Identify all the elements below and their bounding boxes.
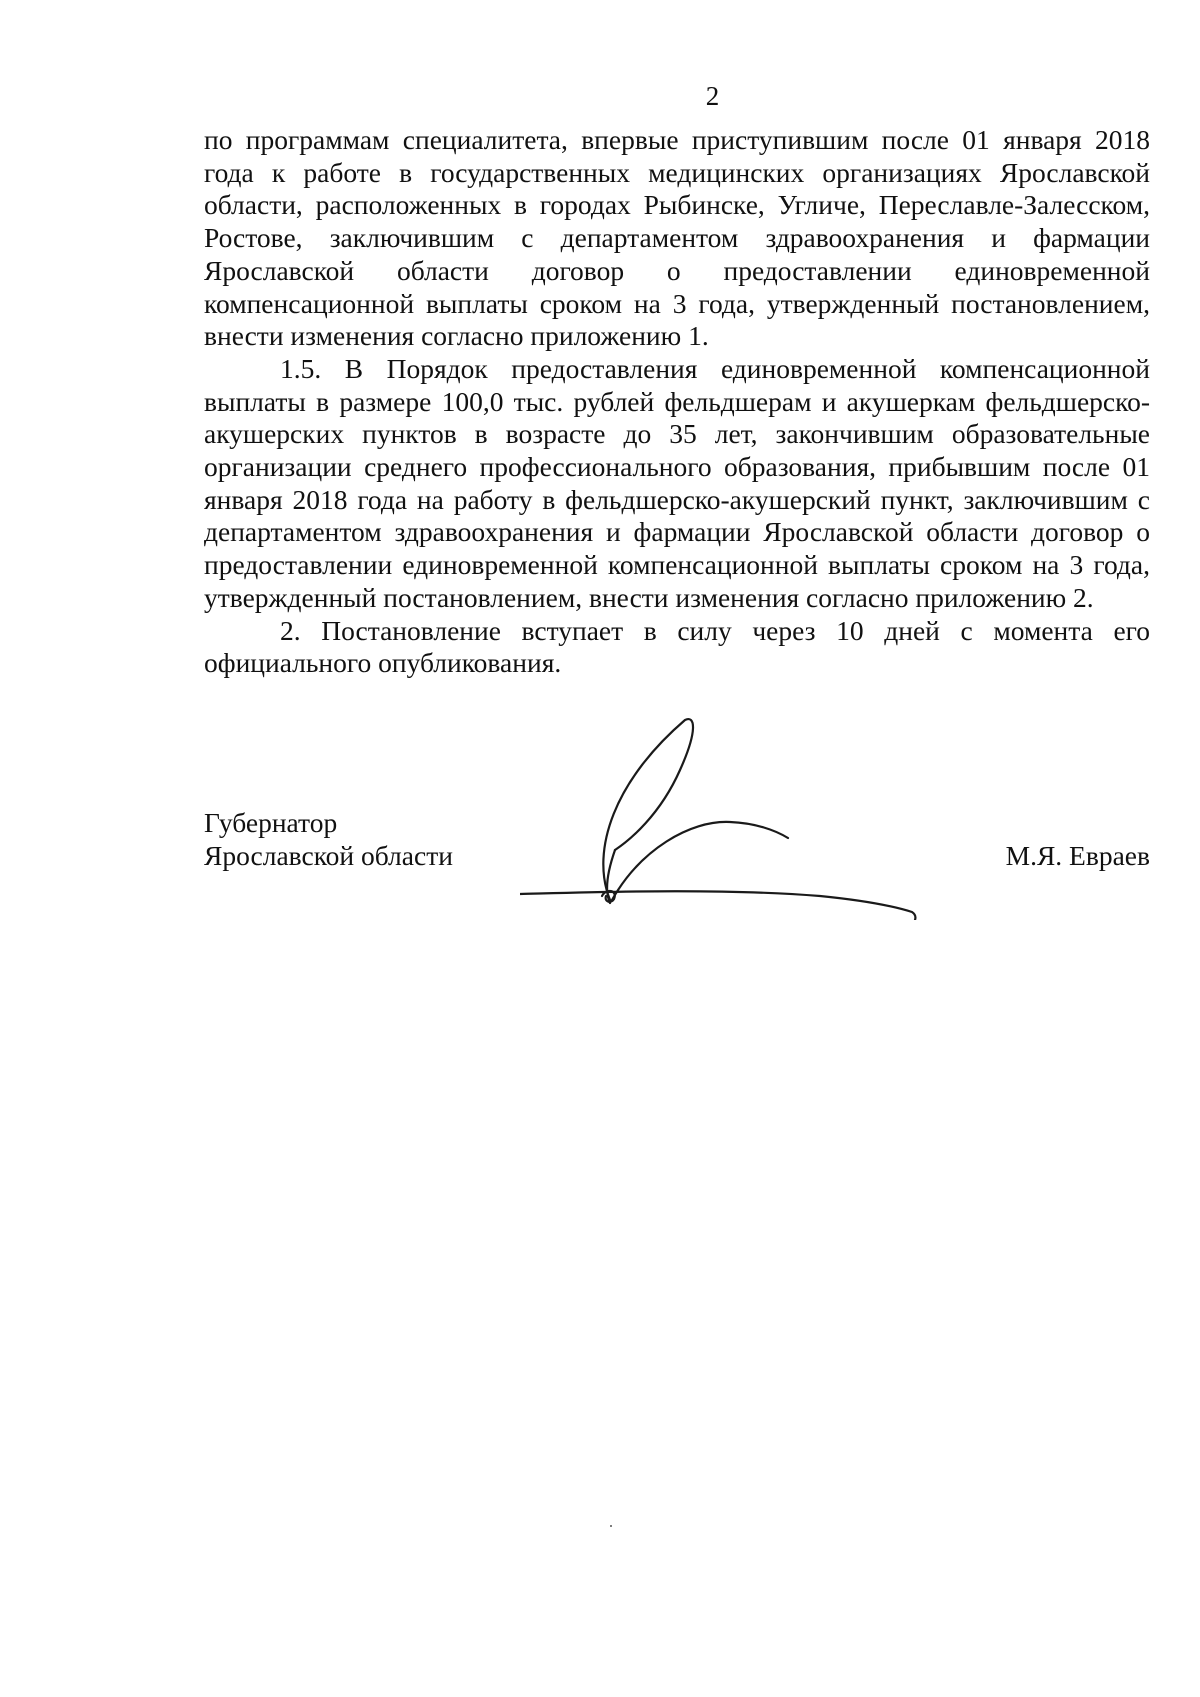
signatory-title-line-1: Губернатор [204,807,338,838]
signatory-title [204,806,453,872]
document-body [204,124,1150,680]
signature-arc-stroke [612,822,788,900]
signatory-title-line-2: Ярославской области [204,840,453,871]
page-number-text: 2 [705,81,720,111]
paragraph-item-2: 2. Постановление вступает в силу через 10 дней с момента его официального опубликования. [204,614,1150,679]
paragraph-continuation: по программам специалитета, впервые приступившим после 01 января 2018 года к работе в государственных медицинских организациях Ярославской области, расположенных в городах Рыбинске, Угличе, Переславле-Залесском, Ростове, заключившим с департаментом здравоохранения и фармации Ярославской области договор о предоставлении единовременной компенсационной выплаты сроком на 3 года, утвержденный постановлением, внести изменения согласно приложению 1. [204,124,1150,352]
signature-loop-stroke [603,719,693,900]
page-number [0,80,1200,112]
scan-artifact-dot [610,1525,612,1527]
signatory-name: М.Я. Евраев [1005,840,1150,871]
signature-baseline-stroke [520,891,915,920]
handwritten-signature [520,700,940,920]
paragraph-item-1-5: 1.5. В Порядок предоставления единовременной компенсационной выплаты в размере 100,0 тыс. рублей фельдшерам и акушеркам фельдшерско-акушерских пунктов в возрасте до 35 лет, закончившим образовательные организации среднего профессионального образования, прибывшим после 01 января 2018 года на работу в фельдшерско-акушерский пункт, заключившим с департаментом здравоохранения и фармации Ярославской области договор о предоставлении единовременной компенсационной выплаты сроком на 3 года, утвержденный постановлением, внести изменения согласно приложению 2. [204,352,1150,613]
